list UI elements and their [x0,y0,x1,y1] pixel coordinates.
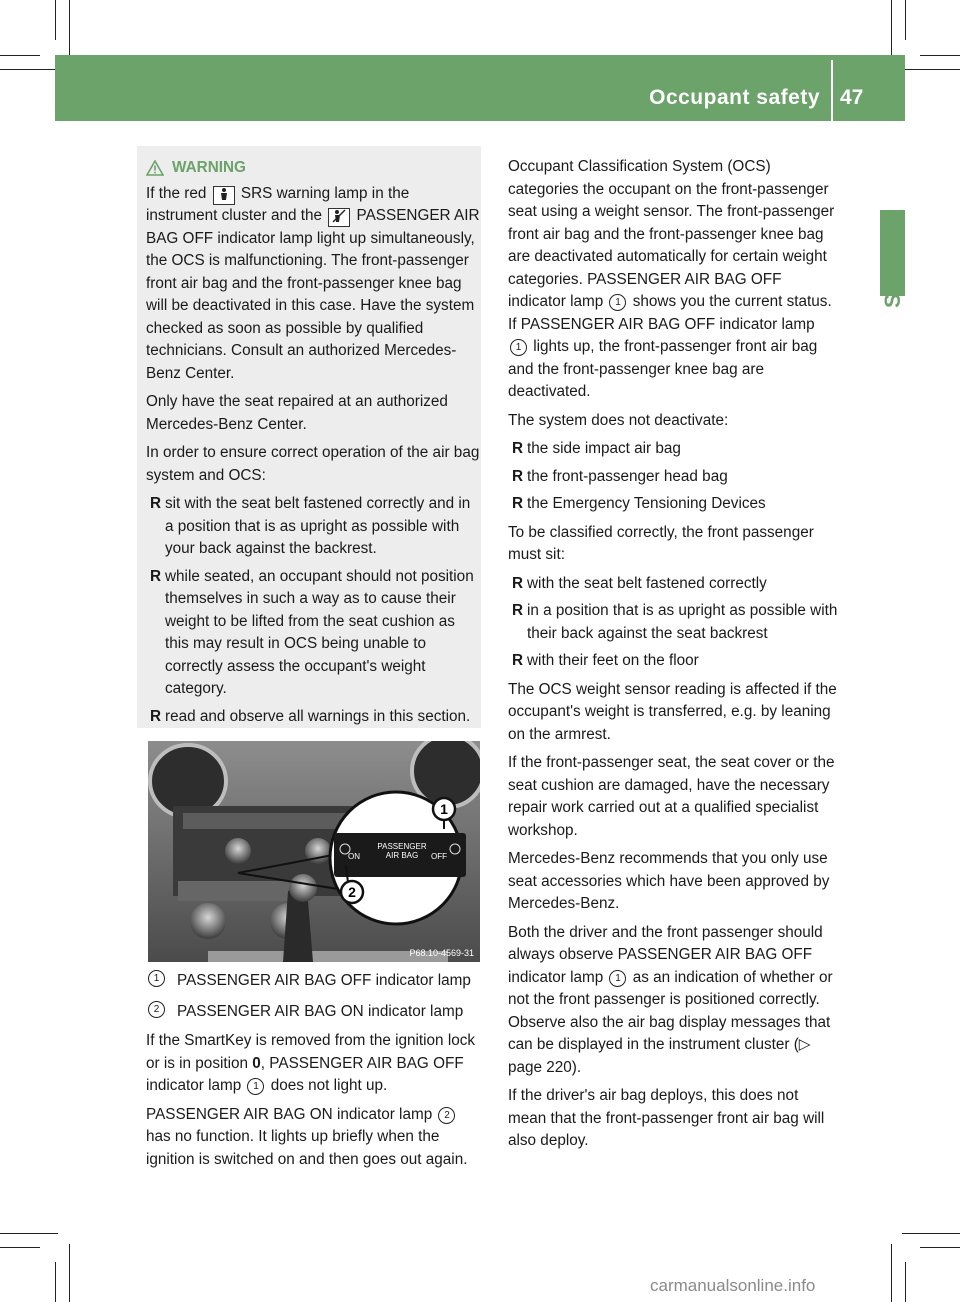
header-divider [831,60,833,121]
cd-slot [183,813,363,829]
callout-1-icon: 1 [609,294,626,311]
crop-mark [55,1262,56,1302]
warning-paragraph: Only have the seat repaired at an authorized Mercedes-Benz Center. [146,393,448,433]
text: the side impact air bag [527,440,681,457]
volume-knob [225,838,251,864]
callout-1-icon: 1 [148,970,165,987]
list-item: R the side impact air bag [512,440,681,457]
text: PASSENGER AIR BAG ON indicator lamp [146,1105,433,1123]
dashboard-photo [148,741,480,962]
warning-heading [146,157,480,180]
bullet-list [508,573,838,673]
callout-2-number: 2 [348,884,356,900]
list-item: R the front-passenger head bag [512,467,728,485]
page-ref-arrow-icon: ▷ [798,1036,811,1053]
crop-mark [891,0,892,58]
paragraph [146,1030,480,1098]
text: in a position that is as upright as possible with their back against the seat backrest [527,602,838,642]
crop-mark [891,1244,892,1302]
paragraph [146,1104,480,1172]
text: Occupant Classification System (OCS) categories the occupant on the front-passenger seat using a weight sensor. The front-passenger front air bag and the front-passenger knee bag are deactivated automatically for certain weight categories. PASSENGER AIR BAG OFF indicator lamp [508,158,835,310]
paragraph: The OCS weight sensor reading is affected if the occupant's weight is transferred, e.g. by leaning on the armrest. [508,680,837,743]
paragraph [508,922,838,1080]
callout-2-icon: 2 [438,1107,455,1124]
passenger-airbag-off-icon [328,208,350,227]
crop-mark [905,0,906,40]
text: does not light up. [270,1077,388,1094]
text: read and observe all warnings in this section. [165,707,471,725]
text: while seated, an occupant should not position themselves in such a way as to cause their weight to be lifted from the seat cushion as this may result in OCS being unable to correctly assess the occupant's weight category. [165,567,474,697]
text: If the red [146,184,207,202]
list-item: R sit with the seat belt fastened correctly and in a position that is as upright as possible with your back against the backrest. [150,495,471,557]
text: sit with the seat belt fastened correctly and in a position that is as upright as possible with your back against the backrest. [165,495,471,557]
watermark: carmanualsonline.info [650,1276,816,1295]
crop-mark [920,55,960,56]
paragraph: The system does not deactivate: [508,411,729,429]
text: the Emergency Tensioning Devices [527,495,766,512]
text: Both the driver and the front passenger should always observe PASSENGER AIR BAG OFF indicator lamp [508,923,823,986]
list-item: R while seated, an occupant should not position themselves in such a way as to cause their weight to be lifted from the seat cushion as this may result in OCS being unable to correctly assess the occupant's weight category. [150,567,474,697]
crop-mark [905,1262,906,1302]
callout-1-icon: 1 [247,1078,264,1095]
legend-text: PASSENGER AIR BAG OFF indicator lamp [177,972,471,989]
warning-label: WARNING [172,159,246,176]
crop-mark [0,55,40,56]
legend-item [146,970,486,993]
crop-mark [902,1233,960,1234]
text: the front-passenger head bag [527,467,728,485]
callout-1-number: 1 [440,801,448,817]
crop-mark [69,0,70,58]
text: with their feet on the floor [527,652,699,669]
legend-text: PASSENGER AIR BAG ON indicator lamp [177,1002,464,1020]
text: , PASSENGER AIR BAG OFF indicator lamp [146,1054,464,1094]
legend-item [146,1001,486,1024]
srs-warning-lamp-icon [213,186,235,205]
crop-mark [55,0,56,40]
crop-mark [69,1244,70,1302]
left-body-text [146,1030,480,1177]
crop-mark [0,1233,58,1234]
warning-bullets [146,493,480,728]
text: SRS warning lamp in the instrument cluster and the [146,184,410,224]
chapter-label: Safety [880,241,905,309]
crop-mark [0,1247,40,1248]
crop-mark [0,69,58,70]
list-item: R read and observe all warnings in this section. [150,707,471,725]
list-item: R with their feet on the floor [512,652,699,669]
section-title: Occupant safety [649,86,820,109]
figure-legend [146,970,486,1031]
gear-knob [289,874,317,902]
warning-content [146,157,480,734]
warning-paragraph: In order to ensure correct operation of the air bag system and OCS: [146,444,480,484]
panel-label-top: PASSENGER [377,842,427,851]
panel-label-bottom: AIR BAG [385,851,419,860]
paragraph: To be classified correctly, the front passenger must sit: [508,523,814,563]
panel-on-label: ON [348,852,360,861]
warning-triangle-icon [146,160,164,176]
panel-off-label: OFF [431,852,447,861]
text: with the seat belt fastened correctly [527,574,767,592]
callout-2-icon: 2 [148,1001,165,1018]
list-item: R in a position that is as upright as possible with their back against the seat backrest [512,602,838,642]
page-220-link[interactable]: page 220). [508,1058,582,1076]
climate-knob-left [190,903,226,939]
text: has no function. It lights up briefly when the ignition is switched on and then goes out again. [146,1128,468,1168]
paragraph [508,156,838,404]
position-value: 0 [252,1054,261,1072]
figure-code: P68.10-4569-31 [409,948,474,958]
text: If the SmartKey is removed from the ignition lock or is in position [146,1032,476,1072]
crop-mark [920,1247,960,1248]
text: PASSENGER AIR BAG OFF indicator lamp light up simultaneously, the OCS is malfunctioning. The front-passenger front air bag and the front-passenger knee bag will be deactivated in this case. Have the system checked as soon as possible by qualified technicians. Consult an authorized Mercedes-Benz Center. [146,207,480,382]
crop-mark [902,69,960,70]
bullet-list [508,438,838,516]
list-item: R with the seat belt fastened correctly [512,574,767,592]
text: shows you the current status. If PASSENGER AIR BAG OFF indicator lamp [508,293,832,333]
text: lights up, the front-passenger front air bag and the front-passenger knee bag are deactivated. [508,338,818,400]
paragraph: If the front-passenger seat, the seat cover or the seat cushion are damaged, have the necessary repair work carried out at a qualified specialist workshop. [508,754,835,839]
text: as an indication of whether or not the front passenger is positioned correctly. Observe also the air bag display messages that can be displayed in the instrument cluster ( [508,968,833,1053]
paragraph: Mercedes-Benz recommends that you only use seat accessories which have been approved by Mercedes-Benz. [508,850,830,912]
right-body-text [508,156,838,1159]
callout-1-icon: 1 [510,339,527,356]
paragraph: If the driver's air bag deploys, this does not mean that the front-passenger front air bag will also deploy. [508,1087,825,1149]
page-number: 47 [840,86,864,109]
callout-1-icon: 1 [609,970,626,987]
list-item: R the Emergency Tensioning Devices [512,495,766,512]
warning-paragraph [146,183,480,386]
